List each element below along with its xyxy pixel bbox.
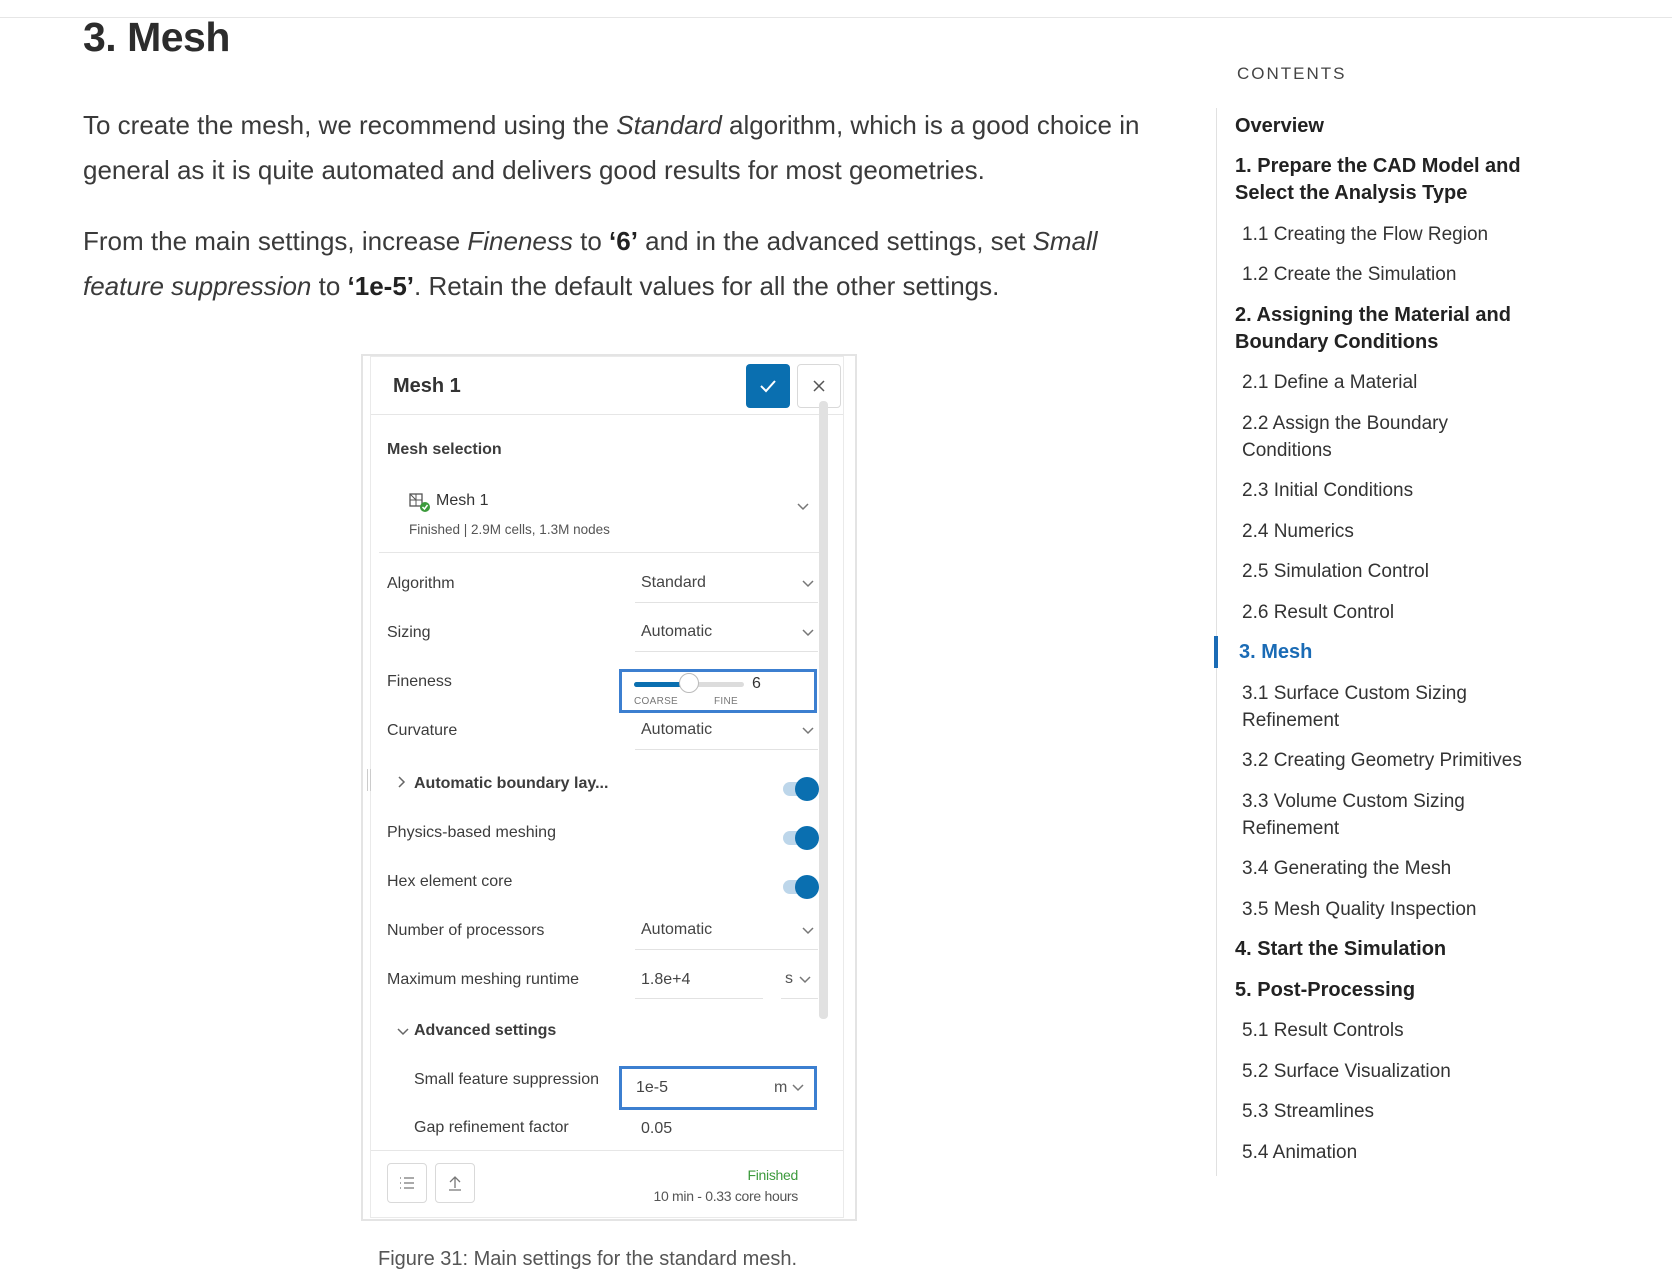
toc-item-5-1[interactable]: 5.1 Result Controls bbox=[1242, 1020, 1404, 1041]
mesh-settings-panel bbox=[370, 356, 844, 1218]
toc-item-1[interactable]: 1. Prepare the CAD Model and Select the Analysis Type bbox=[1235, 155, 1521, 204]
curvature-label: Curvature bbox=[387, 722, 458, 739]
toc-item-5-4[interactable]: 5.4 Animation bbox=[1242, 1142, 1358, 1163]
text-span: From the main settings, increase bbox=[83, 226, 468, 256]
processors-value: Automatic bbox=[641, 921, 713, 938]
bold-value-6: ‘6’ bbox=[609, 226, 638, 256]
status-time: 10 min - 0.33 core hours bbox=[653, 1188, 798, 1204]
text-span: to bbox=[572, 226, 610, 256]
text-span: to bbox=[311, 271, 348, 301]
sizing-select[interactable] bbox=[635, 615, 818, 652]
toc-item-5[interactable]: 5. Post-Processing bbox=[1235, 979, 1416, 1001]
toc-item-5-3[interactable]: 5.3 Streamlines bbox=[1242, 1101, 1375, 1122]
figure-caption: Figure 31: Main settings for the standard mesh. bbox=[378, 1248, 798, 1270]
runtime-unit: s bbox=[785, 970, 793, 987]
automatic-boundary-layer-label[interactable]: Automatic boundary lay... bbox=[414, 775, 609, 792]
toc-item-2-6[interactable]: 2.6 Result Control bbox=[1242, 602, 1395, 623]
toc-item-2-3[interactable]: 2.3 Initial Conditions bbox=[1242, 480, 1414, 501]
advanced-settings-label[interactable]: Advanced settings bbox=[414, 1022, 557, 1039]
close-icon bbox=[812, 379, 826, 393]
list-icon bbox=[398, 1174, 416, 1192]
automatic-boundary-layer-toggle[interactable] bbox=[783, 782, 817, 796]
toc-item-3-1[interactable]: 3.1 Surface Custom Sizing Refinement bbox=[1242, 683, 1467, 731]
chevron-down-icon bbox=[802, 727, 814, 735]
processors-select[interactable] bbox=[635, 913, 818, 950]
instruction-paragraph bbox=[83, 219, 1163, 309]
toc-item-3-3[interactable]: 3.3 Volume Custom Sizing Refinement bbox=[1242, 791, 1465, 839]
mesh-name: Mesh 1 bbox=[436, 492, 489, 509]
intro-paragraph bbox=[83, 103, 1163, 193]
toc-item-2[interactable]: 2. Assigning the Material and Boundary Conditions bbox=[1235, 304, 1511, 353]
small-feature-suppression-input[interactable] bbox=[619, 1066, 817, 1110]
toc-item-1-1[interactable]: 1.1 Creating the Flow Region bbox=[1242, 224, 1489, 245]
runtime-value: 1.8e+4 bbox=[641, 971, 691, 988]
section-divider bbox=[379, 552, 819, 553]
toc-active-indicator bbox=[1214, 636, 1218, 668]
toc-item-2-2[interactable]: 2.2 Assign the Boundary Conditions bbox=[1242, 413, 1448, 461]
chevron-down-icon bbox=[799, 976, 811, 984]
toc-item-overview[interactable]: Overview bbox=[1235, 115, 1324, 137]
physics-based-meshing-toggle[interactable] bbox=[783, 831, 817, 845]
fineness-slider-track[interactable] bbox=[634, 682, 744, 687]
chevron-down-icon[interactable] bbox=[397, 1028, 409, 1036]
hex-element-core-label: Hex element core bbox=[387, 873, 513, 890]
gap-refinement-value[interactable]: 0.05 bbox=[641, 1120, 673, 1137]
toc-item-3-4[interactable]: 3.4 Generating the Mesh bbox=[1242, 858, 1452, 879]
fineness-slider-highlight[interactable] bbox=[619, 669, 817, 713]
chevron-down-icon[interactable] bbox=[797, 503, 809, 511]
chevron-down-icon bbox=[802, 580, 814, 588]
emphasis-standard: Standard bbox=[616, 110, 722, 140]
small-feature-suppression-label: Small feature suppression bbox=[414, 1071, 599, 1088]
algorithm-label: Algorithm bbox=[387, 575, 455, 592]
status-badge: Finished bbox=[747, 1167, 798, 1183]
sizing-value: Automatic bbox=[641, 623, 713, 640]
runtime-unit-select[interactable] bbox=[781, 962, 818, 999]
hex-element-core-toggle[interactable] bbox=[783, 880, 817, 894]
toggle-knob bbox=[795, 826, 819, 850]
algorithm-select[interactable] bbox=[635, 566, 818, 603]
list-button[interactable] bbox=[387, 1163, 427, 1203]
chevron-right-icon[interactable] bbox=[398, 776, 406, 788]
top-divider bbox=[0, 17, 1672, 18]
gap-refinement-label: Gap refinement factor bbox=[414, 1119, 569, 1136]
processors-label: Number of processors bbox=[387, 922, 545, 939]
fineness-value: 6 bbox=[752, 675, 761, 692]
upload-icon bbox=[446, 1174, 464, 1192]
panel-title: Mesh 1 bbox=[393, 375, 461, 397]
sfs-value: 1e-5 bbox=[636, 1079, 669, 1096]
chevron-down-icon bbox=[802, 927, 814, 935]
runtime-label: Maximum meshing runtime bbox=[387, 971, 580, 988]
emphasis-fineness: Fineness bbox=[467, 226, 573, 256]
toc-heading: CONTENTS bbox=[1237, 64, 1347, 83]
text-span: and in the advanced settings, set bbox=[637, 226, 1033, 256]
toc-item-2-1[interactable]: 2.1 Define a Material bbox=[1242, 372, 1418, 393]
text-span: algorithm, which is a good choice in general as it is quite automated and delivers good results for most geometries. bbox=[83, 110, 1140, 185]
confirm-button[interactable] bbox=[746, 364, 790, 408]
toc-item-5-2[interactable]: 5.2 Surface Visualization bbox=[1242, 1061, 1451, 1082]
mesh-status: Finished | 2.9M cells, 1.3M nodes bbox=[409, 522, 610, 537]
bold-value-1e-5: ‘1e-5’ bbox=[347, 271, 415, 301]
toc-item-2-4[interactable]: 2.4 Numerics bbox=[1242, 521, 1354, 542]
header-divider bbox=[371, 414, 843, 415]
text-span: To create the mesh, we recommend using the bbox=[83, 110, 617, 140]
curvature-select[interactable] bbox=[635, 713, 818, 750]
runtime-input[interactable] bbox=[635, 962, 763, 999]
footer-divider bbox=[371, 1150, 843, 1151]
toggle-knob bbox=[795, 777, 819, 801]
mesh-selection-label: Mesh selection bbox=[387, 441, 502, 458]
toc-item-4[interactable]: 4. Start the Simulation bbox=[1235, 938, 1447, 960]
slider-min-label: COARSE bbox=[634, 696, 679, 707]
emphasis-small-feature: Small feature suppression bbox=[83, 226, 1098, 301]
toc-item-1-2[interactable]: 1.2 Create the Simulation bbox=[1242, 264, 1457, 285]
upload-button[interactable] bbox=[435, 1163, 475, 1203]
sfs-unit[interactable]: m bbox=[774, 1079, 788, 1096]
chevron-down-icon bbox=[802, 629, 814, 637]
page-title: 3. Mesh bbox=[83, 14, 230, 60]
toc-item-3[interactable]: 3. Mesh bbox=[1239, 641, 1313, 663]
panel-scrollbar[interactable] bbox=[819, 401, 828, 1019]
algorithm-value: Standard bbox=[641, 574, 706, 591]
fineness-slider-handle[interactable] bbox=[679, 673, 699, 693]
toc-item-3-2[interactable]: 3.2 Creating Geometry Primitives bbox=[1242, 750, 1522, 771]
fineness-label: Fineness bbox=[387, 673, 452, 690]
curvature-value: Automatic bbox=[641, 721, 713, 738]
sizing-label: Sizing bbox=[387, 624, 431, 641]
resize-handle[interactable] bbox=[367, 769, 371, 791]
chevron-down-icon bbox=[792, 1084, 804, 1092]
toc-item-3-5[interactable]: 3.5 Mesh Quality Inspection bbox=[1242, 899, 1477, 920]
toc-item-2-5[interactable]: 2.5 Simulation Control bbox=[1242, 561, 1429, 582]
check-icon bbox=[758, 376, 778, 396]
toggle-knob bbox=[795, 875, 819, 899]
text-span: . Retain the default values for all the other settings. bbox=[414, 271, 1000, 301]
mesh-icon bbox=[408, 491, 432, 513]
physics-based-meshing-label: Physics-based meshing bbox=[387, 824, 556, 841]
slider-max-label: FINE bbox=[714, 696, 738, 707]
